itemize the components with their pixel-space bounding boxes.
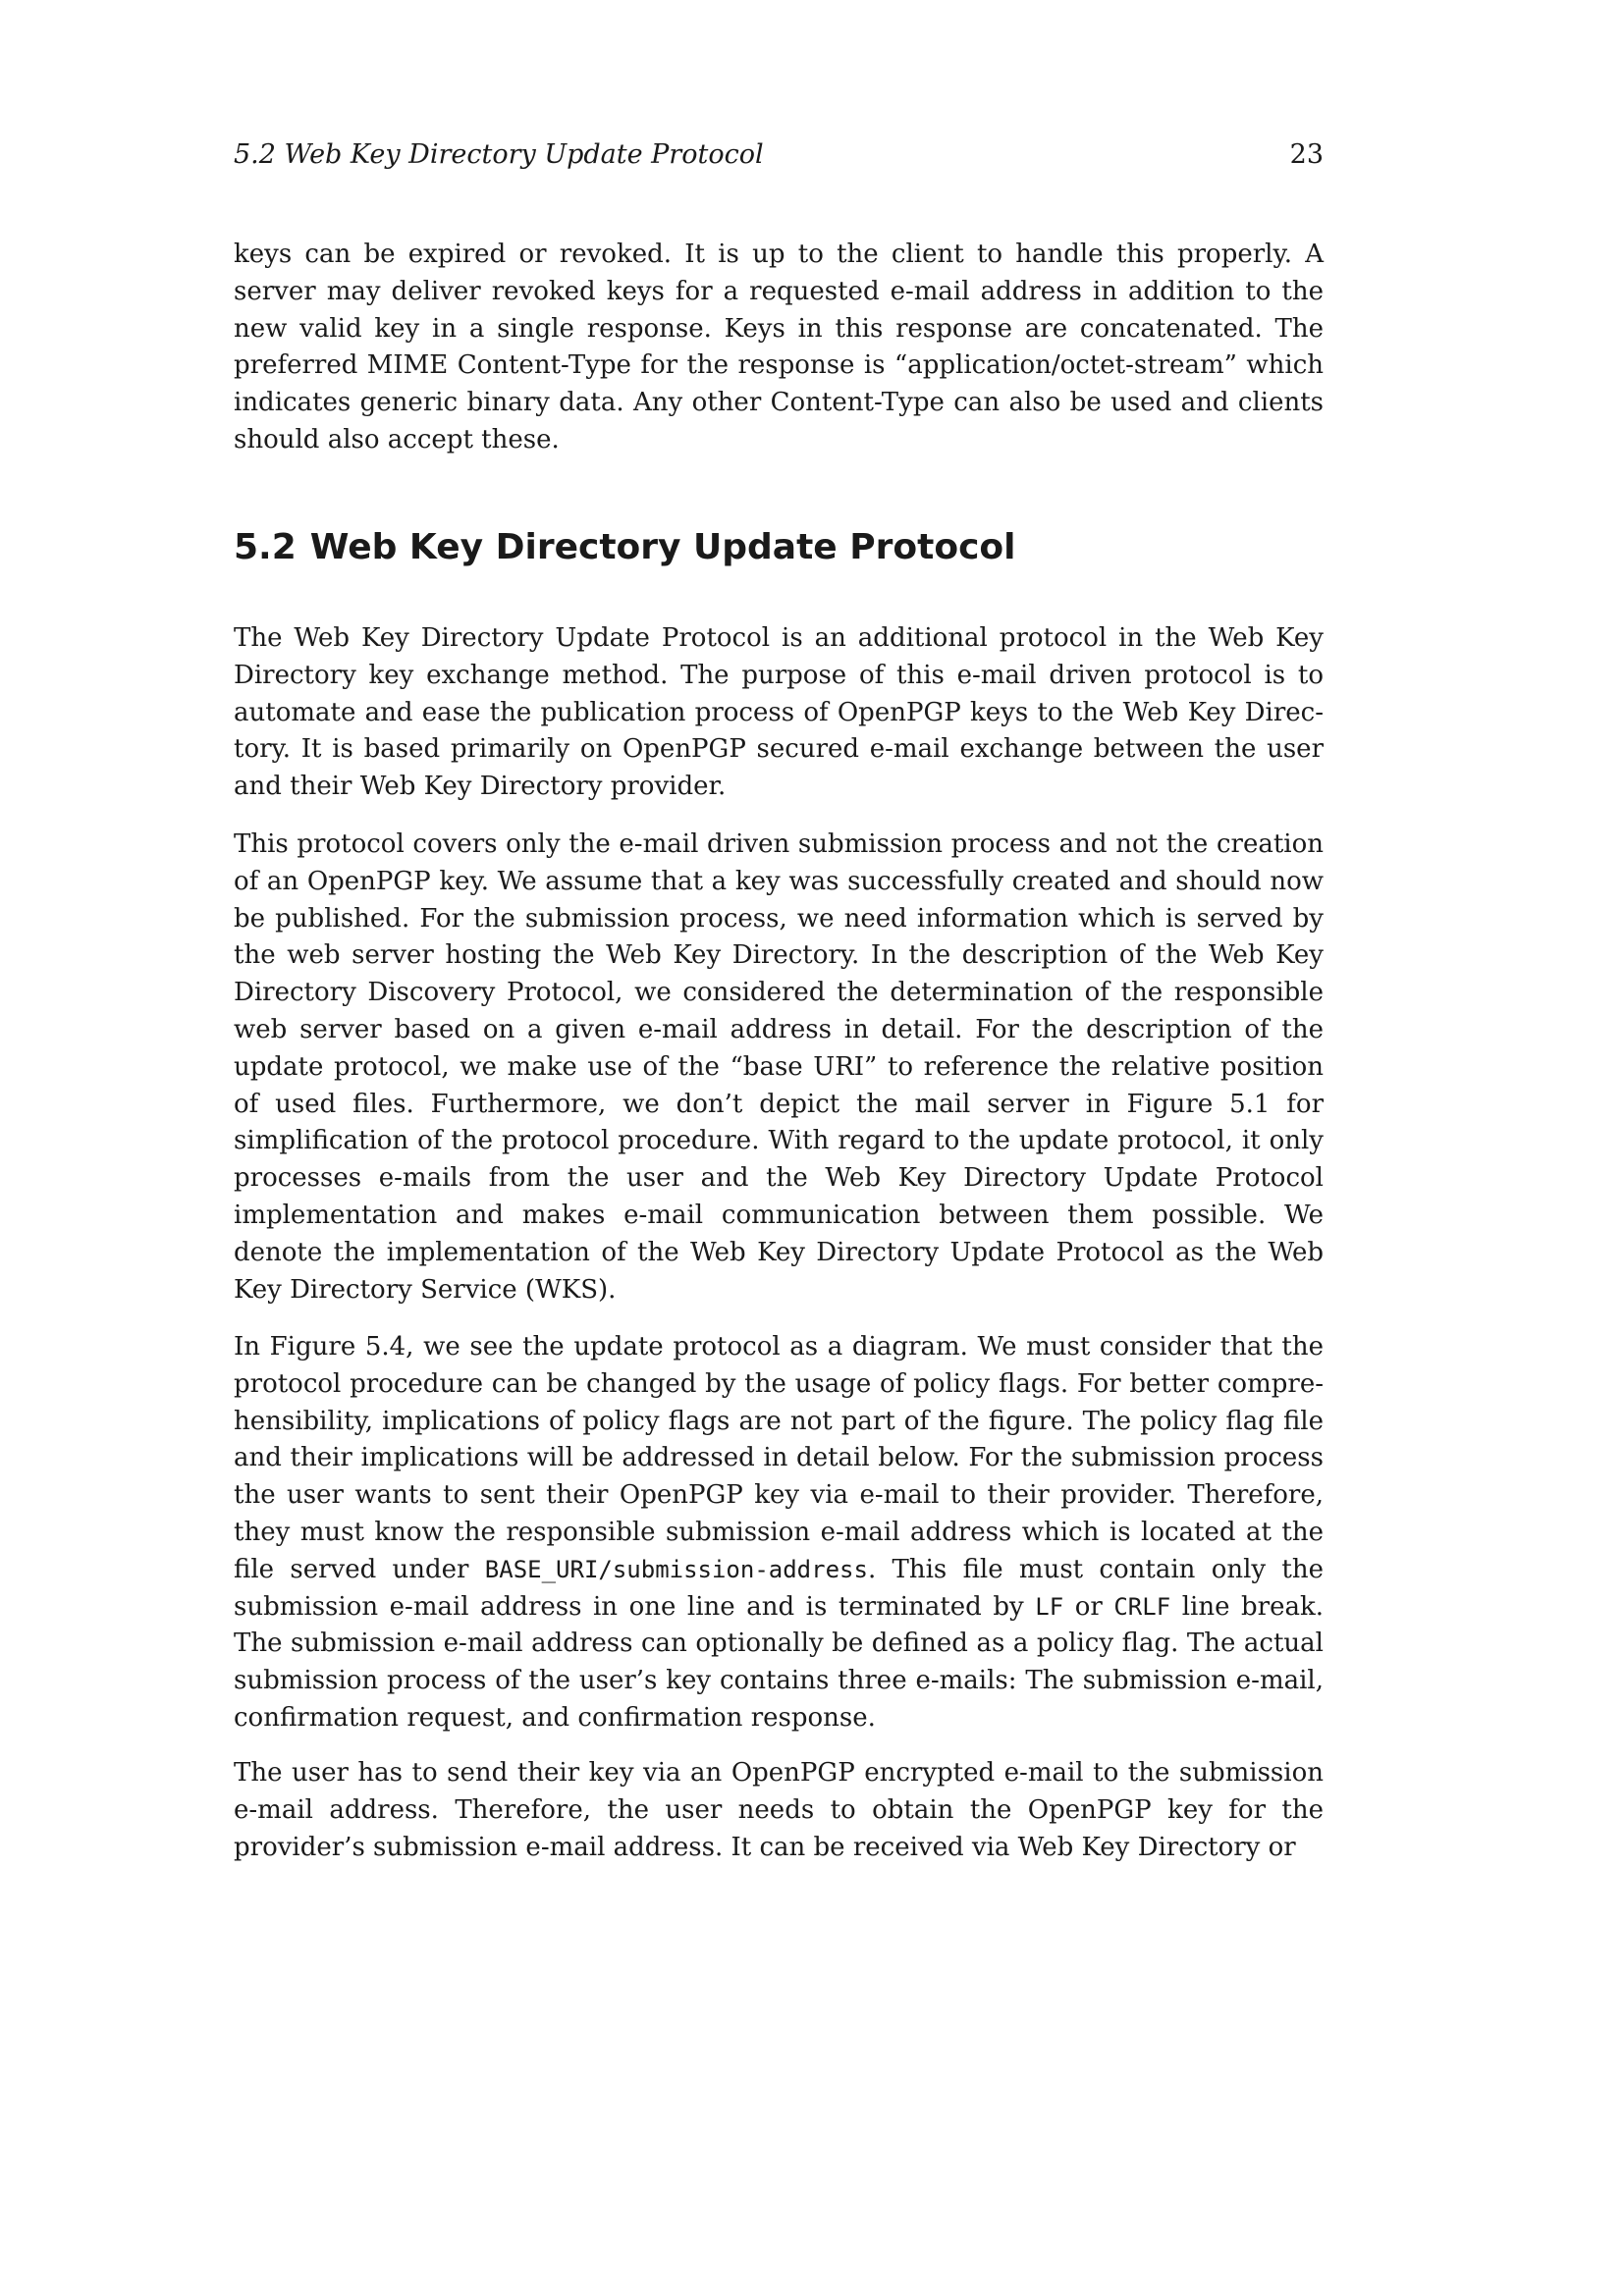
code-lf: LF [1035, 1592, 1064, 1621]
paragraph-continuation: keys can be expired or revoked. It is up to the client to handle this properly. A server may deliver revoked keys for a requested e-mail address in addition to the new valid key in a single response. Keys in this response are concatenated. The preferred MIME Content-Type for the response is “application/octet-stream” which indicates generic binary data. Any other Content-Type can also be used and clients should also accept these. [234, 240, 1324, 454]
code-submission-address-path: BASE_URI/submission-address [484, 1555, 868, 1583]
paragraph-text-segment: In Figure 5.4, we see the update protocol as a diagram. We must consider that the protocol procedure can be changed by the usage of policy flags. For better comprehensibility, implications of policy flags are not part of the figure. The policy flag file and their implications will be addressed in detail below. For the submission process the user wants to sent their OpenPGP key via e-mail to their provider. Therefore, they must know the responsible submission e-mail address which is located at the file served under [234, 1332, 1324, 1584]
page-number: 23 [1289, 139, 1324, 170]
paragraph-update-protocol [234, 1329, 1324, 1737]
paragraph-text-segment: . This file must contain only the submission e-mail address in one line and is terminated by [234, 1554, 1324, 1622]
section-number: 5.2 [234, 527, 297, 567]
section-title: Web Key Directory Update Protocol [309, 527, 1016, 567]
paragraph-text-segment: line break. The submission e-mail address can optionally be defined as a policy flag. The actual submission process of the user’s key contains three e-mails: The submission e-mail, confirmation request, and confirmation response. [234, 1591, 1324, 1733]
running-head [234, 137, 1324, 173]
running-head-title: 5.2 Web Key Directory Update Protocol [234, 139, 764, 170]
paragraph-send-key: The user has to send their key via an OpenPGP encrypted e-mail to the submission e-mail address. Therefore, the user needs to obtain the OpenPGP key for the provider’s submission e-mail address. It can be received via Web Key Directory or [234, 1758, 1324, 1862]
paragraph-intro: The Web Key Directory Update Protocol is an additional protocol in the Web Key Directory key exchange method. The purpose of this e-mail driven protocol is to automate and ease the publication process of OpenPGP keys to the Web Key Directory. It is based primarily on OpenPGP secured e-mail exchange between the user and their Web Key Directory provider. [234, 623, 1324, 802]
section-heading [234, 523, 1324, 572]
paragraph-text-segment: or [1063, 1591, 1114, 1622]
paragraph-submission-scope: This protocol covers only the e-mail driven submission process and not the creation of an OpenPGP key. We assume that a key was successfully created and should now be published. For the submission process, we need information which is served by the web server hosting the Web Key Directory. In the description of the Web Key Directory Discovery Protocol, we considered the determination of the responsible web server based on a given e-mail address in detail. For the description of the update protocol, we make use of the “base URI” to reference the relative position of used files. Furthermore, we don’t depict the mail server in Figure 5.1 for simplification of the protocol procedure. With regard to the update protocol, it only processes e-mails from the user and the Web Key Directory Update Protocol implementation and makes e-mail communication between them possible. We denote the implementation of the Web Key Directory Update Protocol as the Web Key Directory Service (WKS). [234, 829, 1324, 1305]
code-crlf: CRLF [1113, 1592, 1171, 1621]
